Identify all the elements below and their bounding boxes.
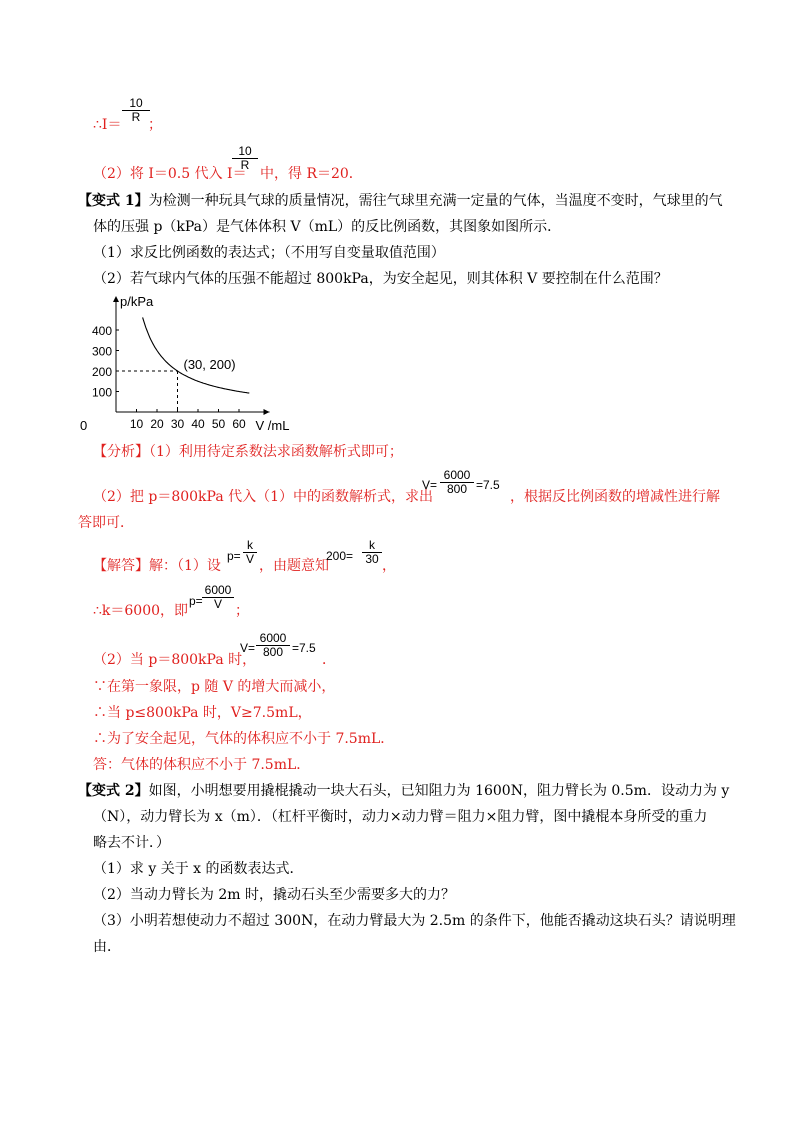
answer-eq4-lhs: V=	[240, 641, 256, 655]
answer-eq1-fraction	[243, 539, 257, 566]
variant1-stem-line1	[78, 193, 723, 209]
variant2-stem-text: 如图，小明想要用撬棍撬动一块大石头，已知阻力为 1600N，阻力臂长为 0.5m．设动力为 y	[148, 783, 730, 799]
variant1-question1: （1）求反比例函数的表达式；（不用写自变量取值范围）	[93, 245, 445, 261]
fraction-numerator: k	[247, 538, 253, 552]
answer-comma: ，	[382, 558, 396, 574]
x-tick-label: 60	[232, 417, 246, 431]
fraction-numerator: 10	[129, 96, 143, 110]
x-axis-arrow	[264, 409, 270, 415]
y-tick-label: 200	[91, 365, 112, 379]
variant2-question1: （1）求 y 关于 x 的函数表达式．	[93, 861, 304, 877]
variant2-tag: 【变式 2】	[78, 783, 149, 799]
analysis-eq-lhs: V=	[422, 478, 438, 492]
fraction-denominator: 30	[365, 552, 379, 566]
variant1-stem-text: 为检测一种玩具气球的质量情况，需往气球里充满一定量的气体，当温度不变时，气球里的气	[148, 193, 723, 209]
answer-eq2-fraction	[362, 539, 382, 566]
fraction-denominator: 800	[446, 482, 468, 496]
y-axis-arrow	[113, 296, 119, 302]
origin-label: 0	[80, 418, 88, 433]
x-tick-label: 20	[150, 417, 164, 431]
analysis-eq-rhs: =7.5	[476, 478, 500, 492]
y-axis-label: p/kPa	[120, 294, 154, 309]
fraction-numerator: 6000	[204, 583, 232, 597]
substitute-line-a: （2）将 I＝0.5 代入 I＝	[93, 166, 247, 182]
fraction-numerator: k	[369, 538, 375, 552]
answer-line3: ∴为了安全起见，气体的体积应不小于 7.5mL．	[93, 731, 395, 747]
answer-line1: ∵在第一象限，p 随 V 的增大而减小，	[93, 679, 336, 695]
analysis-eq-fraction	[440, 469, 474, 496]
answer-semi: ；	[235, 603, 249, 619]
answer-dot: ．	[322, 652, 336, 668]
answer-k-line: ∴k＝6000，即	[93, 603, 189, 619]
analysis-p2c: 答即可．	[78, 515, 134, 531]
answer-eq4-rhs: =7.5	[292, 641, 316, 655]
analysis-p2a: （2）把 p＝800kPa 代入（1）中的函数解析式，求出	[93, 489, 434, 505]
variant2-question2: （2）当动力臂长为 2m 时，撬动石头至少需要多大的力？	[93, 887, 455, 903]
analysis-p2b: ，根据反比例函数的增减性进行解	[510, 489, 720, 505]
x-tick-label: 40	[191, 417, 205, 431]
answer-mid: ，由题意知	[259, 558, 329, 574]
answer-eq3-fraction	[202, 584, 234, 611]
fraction-10-over-r	[122, 97, 150, 124]
answer-eq1-lhs: p=	[227, 549, 241, 563]
y-tick-label: 300	[91, 344, 112, 359]
x-tick-label: 50	[211, 417, 226, 431]
x-axis-label: V /mL	[255, 418, 290, 433]
y-tick-label: 100	[91, 385, 112, 400]
answer-eq3-lhs: p=	[189, 594, 203, 608]
variant2-stem-line2: （N），动力臂长为 x（m）．（杠杆平衡时，动力×动力臂＝阻力×阻力臂，图中撬棍本身所受的重力	[93, 809, 708, 825]
fraction-denominator: V	[213, 597, 222, 611]
fraction-numerator: 10	[238, 144, 252, 158]
variant2-question3: （3）小明若想使动力不超过 300N，在动力臂最大为 2.5m 的条件下，他能否撬动这块石头？请说明理	[93, 913, 736, 929]
fraction-numerator: 6000	[443, 468, 471, 482]
substitute-line-b: 中，得 R＝20．	[260, 166, 363, 182]
pressure-volume-chart	[80, 292, 290, 433]
fraction-denominator: 800	[262, 645, 284, 659]
variant1-question2: （2）若气球内气体的压强不能超过 800kPa，为安全起见，则其体积 V 要控制在什么范围？	[93, 271, 668, 287]
variant1-stem-line2: 体的压强 p（kPa）是气体体积 V（mL）的反比例函数，其图象如图所示．	[93, 219, 562, 235]
fraction-denominator: V	[245, 552, 254, 566]
fraction-denominator: R	[240, 158, 250, 172]
x-tick-label: 30	[170, 417, 185, 431]
therefore-i-line-suffix: ；	[148, 117, 162, 133]
answer-line4: 答：气体的体积应不小于 7.5mL．	[93, 757, 311, 773]
point-label: (30, 200)	[183, 357, 236, 372]
therefore-i-line-prefix: ∴I＝	[93, 117, 122, 133]
analysis-head: 【分析】（1）利用待定系数法求函数解析式即可；	[93, 444, 403, 460]
answer-eq2-lhs: 200=	[326, 549, 354, 563]
variant2-stem-line3: 略去不计．）	[93, 835, 170, 851]
variant1-tag: 【变式 1】	[78, 193, 149, 209]
fraction-denominator: R	[131, 110, 141, 124]
variant2-stem-line1	[78, 783, 729, 799]
answer-p2-prefix: （2）当 p＝800kPa 时，	[93, 652, 257, 668]
answer-head: 【解答】解：（1）设	[93, 558, 221, 574]
x-tick-label: 10	[129, 417, 144, 431]
fraction-numerator: 6000	[259, 631, 287, 645]
fraction-10-over-r-2	[232, 145, 258, 172]
hyperbola-curve	[143, 317, 250, 393]
answer-line2: ∴当 p≤800kPa 时，V≥7.5mL，	[93, 705, 312, 721]
variant2-question3-cont: 由．	[93, 939, 121, 955]
y-tick-label: 400	[91, 324, 112, 338]
answer-eq4-fraction	[256, 632, 290, 659]
